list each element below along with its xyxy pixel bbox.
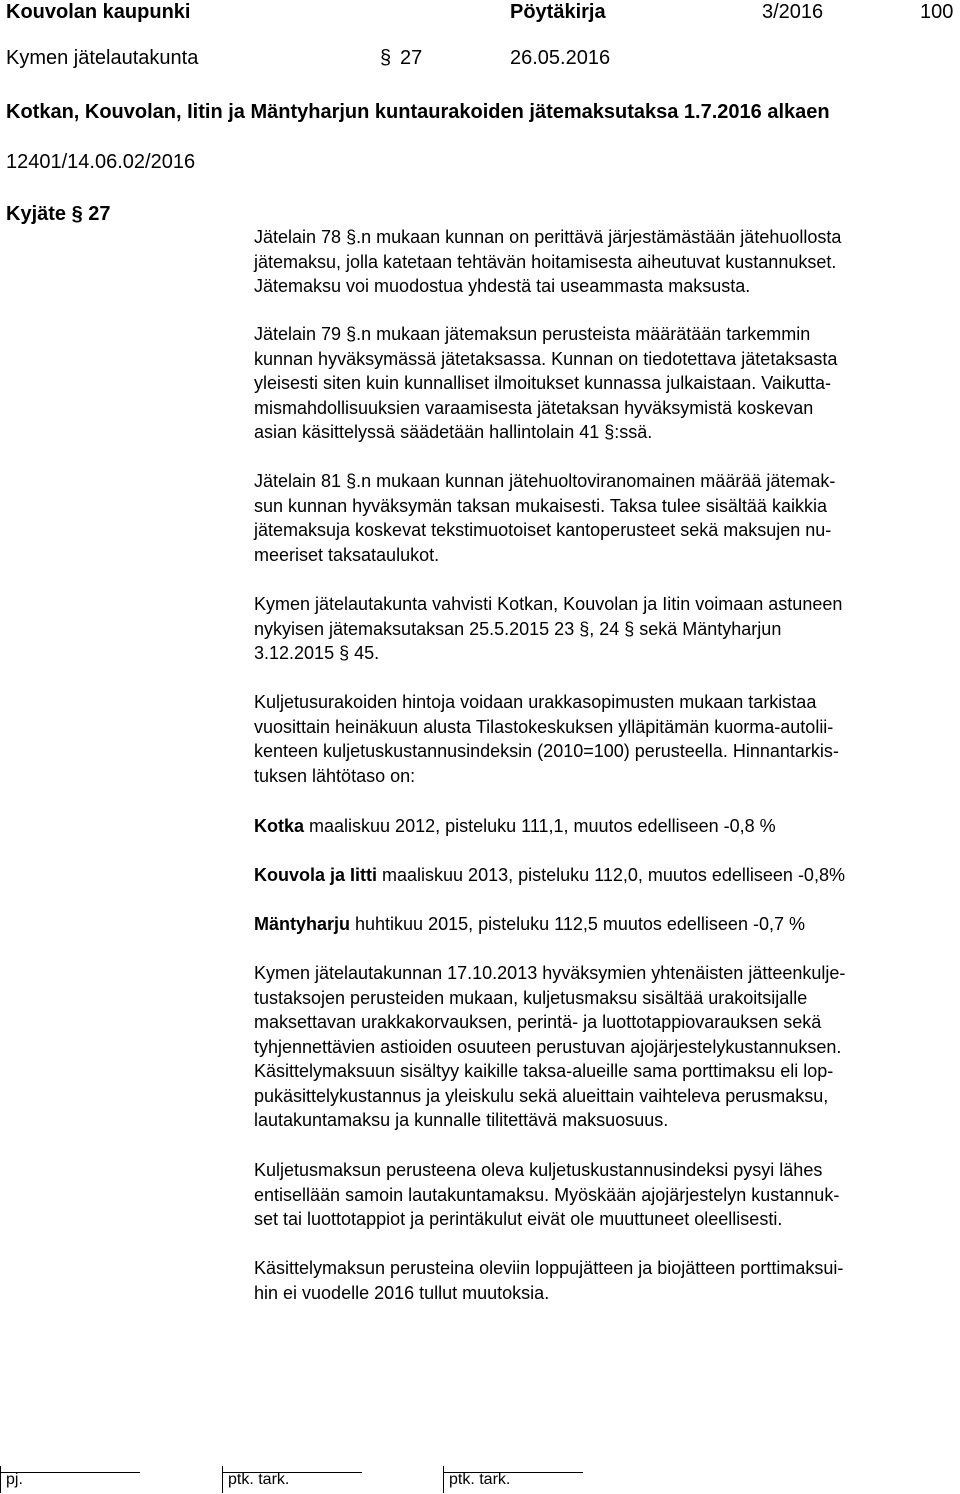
paragraph-8 [254, 1256, 954, 1305]
footer-divider [222, 1466, 223, 1493]
paragraph-7 [254, 1158, 954, 1232]
signature-line-checker-2 [443, 1472, 583, 1473]
text-line: Jätemaksu voi muodostua yhdestä tai useammasta maksusta. [254, 276, 751, 296]
text-line: tuksen lähtötaso on: [254, 765, 416, 786]
index-place: Kouvola ja Iitti [254, 865, 378, 885]
text-line: hin ei vuodelle 2016 tullut muutoksia. [254, 1282, 550, 1303]
text-line: Jätelain 78 §.n mukaan kunnan on perittävä järjestämästään jätehuollosta [254, 227, 842, 247]
index-place: Kotka [254, 816, 305, 836]
text-line: sun kunnan hyväksymän taksan mukaisesti. Taksa tulee sisältää kaikkia [254, 495, 827, 516]
text-line: jätemaksu, jolla katetaan tehtävän hoitamisesta aiheutuvat kustannukset. [254, 251, 837, 272]
text-line: Käsittelymaksuun sisältyy kaikille taksa-alueille sama porttimaksu eli lop- [254, 1061, 834, 1081]
text-line: Kymen jätelautakunnan 17.10.2013 hyväksymien yhtenäisten jätteenkulje- [254, 963, 846, 983]
paragraph-5 [254, 690, 954, 788]
kyjate-section-mark: § [71, 203, 83, 225]
text-line: Jätelain 81 §.n mukaan kunnan jätehuoltoviranomainen määrää jätemak- [254, 471, 836, 491]
text-line: nykyisen jätemaksutaksan 25.5.2015 23 §, 24 § sekä Mäntyharjun [254, 618, 782, 639]
text-line: set tai luottotappiot ja perintäkulut eivät ole muuttuneet oleellisesti. [254, 1209, 783, 1229]
text-line: pukäsittelykustannus ja yleiskulu sekä alueittain vaihteleva perusmaksu, [254, 1085, 829, 1106]
text-line: Jätelain 79 §.n mukaan jätemaksun perusteista määrätään tarkemmin [254, 324, 811, 344]
section-mark: § [380, 47, 392, 69]
index-row-kotka [254, 814, 954, 839]
text-line: asian käsittelyssä säädetään hallintolain 41 §:ssä. [254, 422, 653, 442]
paragraph-6 [254, 961, 954, 1133]
paragraph-4 [254, 592, 954, 666]
section-number: 27 [400, 47, 423, 69]
text-line: tustaksojen perusteiden mukaan, kuljetusmaksu sisältää urakoitsijalle [254, 987, 808, 1008]
text-line: Käsittelymaksun perusteina oleviin loppujätteen ja biojätteen porttimaksui- [254, 1258, 844, 1278]
text-line: maksettavan urakkakorvauksen, perintä- ja luottotappiovarauksen sekä [254, 1012, 822, 1032]
text-line: jätemaksuja koskevat tekstimuotoiset kantoperusteet sekä maksujen nu- [254, 520, 832, 540]
footer-checker-label-2: ptk. tark. [449, 1471, 511, 1488]
kyjate-number: 27 [88, 203, 111, 225]
footer-chair-label: pj. [6, 1471, 23, 1488]
text-line: mismahdollisuuksien varaamisesta jätetaksan hyväksymistä koskevan [254, 397, 814, 418]
footer-divider [0, 1466, 1, 1493]
record-id: 12401/14.06.02/2016 [6, 151, 196, 173]
text-line: kenteen kuljetuskustannusindeksin (2010=100) perusteella. Hinnantarkis- [254, 741, 839, 761]
text-line: 3.12.2015 § 45. [254, 643, 380, 663]
paragraph-2 [254, 322, 954, 445]
index-row-kouvola [254, 863, 954, 888]
index-text: maaliskuu 2012, pisteluku 111,1, muutos edelliseen -0,8 % [304, 816, 776, 836]
committee-name: Kymen jätelautakunta [6, 47, 199, 69]
page-number: 100 [920, 1, 954, 23]
index-text: maaliskuu 2013, pisteluku 112,0, muutos edelliseen -0,8% [377, 865, 845, 885]
index-text: huhtikuu 2015, pisteluku 112,5 muutos edelliseen -0,7 % [350, 914, 805, 934]
text-line: yleisesti siten kuin kunnalliset ilmoitukset kunnassa julkaistaan. Vaikutta- [254, 373, 831, 393]
text-line: Kuljetusmaksun perusteena oleva kuljetuskustannusindeksi pysyi lähes [254, 1160, 823, 1180]
paragraph-1 [254, 225, 954, 299]
signature-line-chair [0, 1472, 140, 1473]
paragraph-3 [254, 469, 954, 567]
footer-divider [443, 1466, 444, 1493]
text-line: entisellään samoin lautakuntamaksu. Myöskään ajojärjestelyn kustannuk- [254, 1184, 840, 1205]
document-type: Pöytäkirja [510, 1, 606, 23]
index-row-mantyharju [254, 912, 954, 937]
text-line: lautakuntamaksu ja kunnalle tilitettävä maksuosuus. [254, 1110, 669, 1130]
text-line: Kuljetusurakoiden hintoja voidaan urakkasopimusten mukaan tarkistaa [254, 692, 817, 712]
text-line: vuosittain heinäkuun alusta Tilastokeskuksen ylläpitämän kuorma-autolii- [254, 716, 834, 737]
page-title: Kotkan, Kouvolan, Iitin ja Mäntyharjun kuntaurakoiden jätemaksutaksa 1.7.2016 alkaen [6, 101, 830, 123]
signature-line-checker-1 [222, 1472, 362, 1473]
issue-number: 3/2016 [762, 1, 824, 23]
meeting-date: 26.05.2016 [510, 47, 611, 69]
kyjate-text: Kyjäte [6, 203, 67, 225]
footer-checker-label-1: ptk. tark. [228, 1471, 290, 1488]
kyjate-label [6, 202, 111, 226]
text-line: kunnan hyväksymässä jätetaksassa. Kunnan on tiedotettava jätetaksasta [254, 348, 838, 369]
text-line: meeriset taksataulukot. [254, 544, 440, 565]
index-place: Mäntyharju [254, 914, 351, 934]
text-line: Kymen jätelautakunta vahvisti Kotkan, Kouvolan ja Iitin voimaan astuneen [254, 594, 843, 614]
text-line: tyhjennettävien astioiden osuuteen perustuvan ajojärjestelykustannuksen. [254, 1036, 842, 1057]
organization-name: Kouvolan kaupunki [6, 1, 191, 23]
